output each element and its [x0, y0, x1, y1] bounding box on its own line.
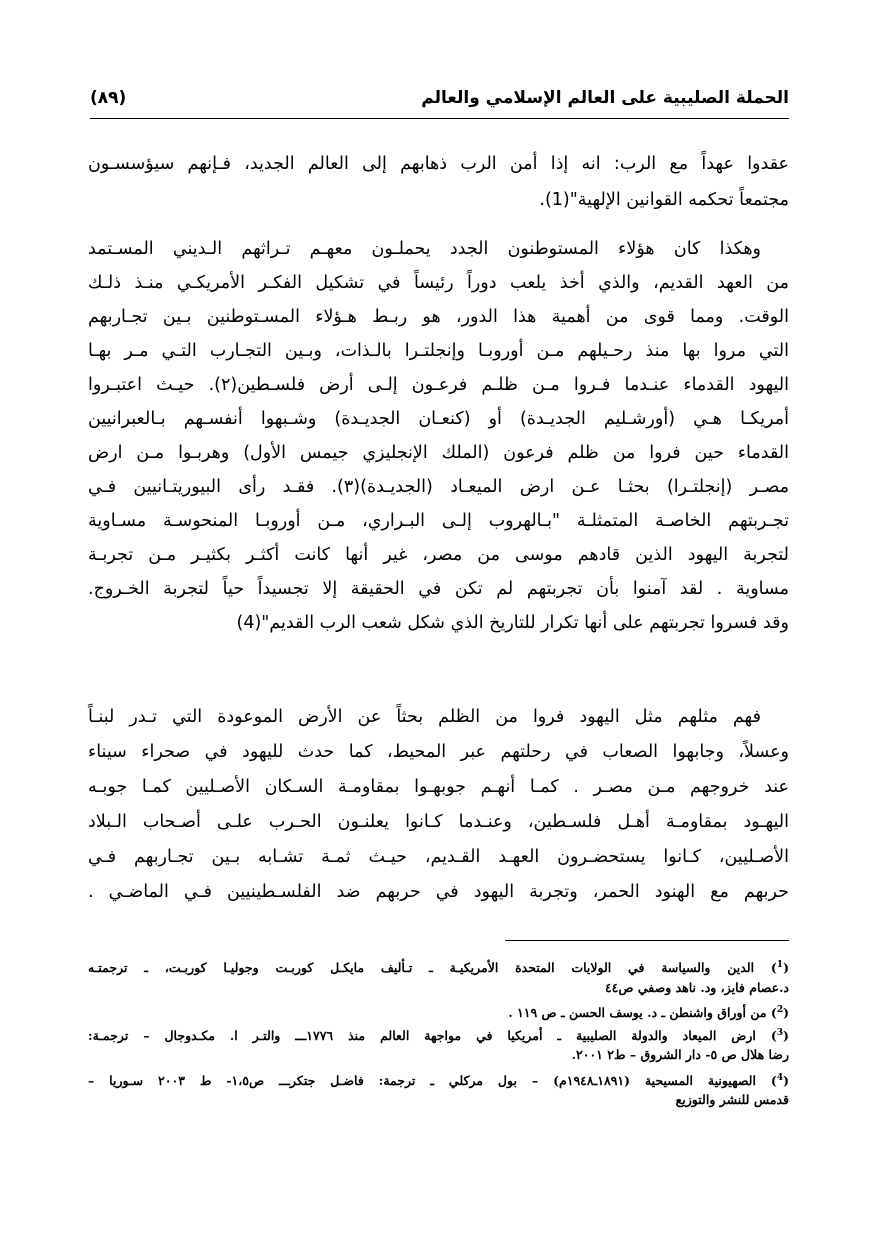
footnote-3: ($^3$) ارض الميعاد والدولة الصليبية ـ أمريكيا في مواجهة العالم منذ ١٧٧٦ـــ والتـر ا. مكـدوجال – ترجمـة: [88, 1027, 789, 1043]
footnote-text: الصهيونية المسيحية (١٨٩١ـ١٩٤٨م) – بول مركلي ـ ترجمة: فاضـل جتكرـــ ص١،٥- ط ٢٠٠٣ سـوريا – [88, 1072, 756, 1088]
footnote-text: قدمس للنشر والتوزيع [675, 1092, 789, 1107]
footnote-1: ($^1$) الدين والسياسة في الولايات المتحدة الأمريكيـة ـ تـأليف مايكـل كوربـت وجوليـا كوربـت، ـ ترجمتـه [88, 960, 789, 976]
text-line: اليهـود بمقاومـة أهـل فلسـطين، وعنـدما كـانوا يعلنـون الحـرب علـى أصـحاب الـبلاد [88, 812, 789, 832]
footnote-marker: 2 [776, 1005, 784, 1015]
footnote-marker: 3 [776, 1027, 784, 1038]
footnote-text: الدين والسياسة في الولايات المتحدة الأمريكيـة ـ تـأليف مايكـل كوربـت وجوليـا كوربـت، ـ ترجمتـه [88, 960, 755, 976]
text-line: تجـربتهم الخاصـة المتمثلـة "بـالهروب إلـى البـراري، مـن أوروبـا المنحوسـة مسـاوية [88, 511, 789, 531]
footnote-marker: 1 [776, 960, 784, 970]
text-line: لتجربة اليهود الذين قادهم موسى من مصر، غير أنها كانت أكثـر بكثيـر مـن تجربـة [88, 545, 789, 565]
text-line: الوقت. ومما قوى من أهمية هذا الدور، هو ربـط هـؤلاء المسـتوطنين بـين تجـاربهم [88, 307, 789, 327]
text-line: مساوية . لقد آمنوا بأن تجربتهم لم تكن في الحقيقة إلا تجسيداً حياً لتجربة الخـروج. [88, 579, 789, 599]
text-line: حربهم مع الهنود الحمر، وتجربة اليهود في حربهم ضد الفلسـطينيين فـي الماضـي . [88, 882, 789, 902]
text-line: وقد فسروا تجربتهم على أنها تكرار للتاريخ الذي شكل شعب الرب القديم"(4) [236, 613, 789, 633]
footnote-4: ($^4$) الصهيونية المسيحية (١٨٩١ـ١٩٤٨م) – بول مركلي ـ ترجمة: فاضـل جتكرـــ ص١،٥- ط ٢٠٠٣ سـوريا – [88, 1072, 789, 1088]
text-line: التي مروا بها منذ رحـيلهم مـن أوروبـا وإنجلتـرا بالـذات، وبـين التجـارب التـي مـر بهـا [88, 341, 789, 361]
text-line: من العهد القديم، والذي أخذ يلعب دوراً رئيساً في تشكيل الفكـر الأمريكـي منـذ ذلـك [88, 273, 789, 293]
footnote-2: ($^2$) من أوراق واشنطن ـ د. يوسف الحسن ـ ص ١١٩ . [508, 1005, 789, 1021]
footnote-text: د.عصام فايز، ود. ناهد وصفي ص٤٤ [604, 979, 789, 995]
running-header [90, 88, 789, 116]
page-number: (٨٩) [90, 88, 127, 108]
paragraph-1 [88, 146, 789, 218]
text-line: اليهود القدماء عنـدما فـروا مـن ظلـم فرعـون إلـى أرض فلسـطين(٢). حيـث اعتبـروا [88, 375, 789, 395]
text-line: وهكذا كان هؤلاء المستوطنون الجدد يحملـون معهـم تـراثهم الـديني المسـتمد [88, 239, 761, 259]
text-line: مصـر (إنجلتـرا) بحثـا عـن ارض الميعـاد (الجديـدة)(٣). فقـد رأى البيوريتـانيين فـي [88, 477, 789, 497]
text-line: عقدوا عهداً مع الرب: انه إذا أمن الرب ذهابهم إلى العالم الجديد، فـإنهم سيؤسسـون [88, 154, 789, 174]
footnotes [88, 954, 789, 1112]
text-line: عند خروجهم مـن مصـر . كمـا أنهـم جوبهـوا بمقاومـة السـكان الأصـليين كمـا جوبـه [88, 777, 789, 797]
footnote-text: من أوراق واشنطن ـ د. يوسف الحسن ـ ص ١١٩ . [508, 1005, 767, 1021]
header-title: الحملة الصليبية على العالم الإسلامي والعالم [421, 88, 789, 108]
footnote-marker: 4 [776, 1072, 784, 1083]
footnote-text: ارض الميعاد والدولة الصليبية ـ أمريكيا في مواجهة العالم منذ ١٧٧٦ـــ والتـر ا. مكـدوجال – ترجمـة: [88, 1027, 756, 1043]
paragraph-3 [88, 700, 789, 910]
header-rule [90, 118, 789, 119]
footnote-text: رضا هلال ص ٥- دار الشروق – ط٢ ٢٠٠١. [571, 1047, 789, 1062]
text-line: فهم مثلهم مثل اليهود فروا من الظلم بحثاً عن الأرض الموعودة التي تـدر لبنـاً [88, 707, 761, 727]
paragraph-2 [88, 232, 789, 640]
text-line: القدماء حين فروا من ظلم فرعون (الملك الإنجليزي جيمس الأول) وهربـوا مـن ارض [88, 443, 789, 463]
text-line: الأصـليين، كـانوا يستحضـرون العهـد القـديم، حيـث ثمـة تشـابه بـين تجـاربهم فـي [88, 847, 789, 867]
text-line: وعسلاً، وجابهوا الصعاب في رحلتهم عبر المحيط، كما حدث لليهود في صحراء سيناء [88, 742, 789, 762]
text-line: مجتمعاً تحكمه القوانين الإلهية"(1). [539, 190, 789, 210]
text-line: أمريكـا هـي (أورشـليم الجديـدة) أو (كنعـان الجديـدة) وشـبهوا أنفسـهم بـالعبرانيين [88, 409, 789, 429]
footnote-separator [505, 940, 789, 941]
